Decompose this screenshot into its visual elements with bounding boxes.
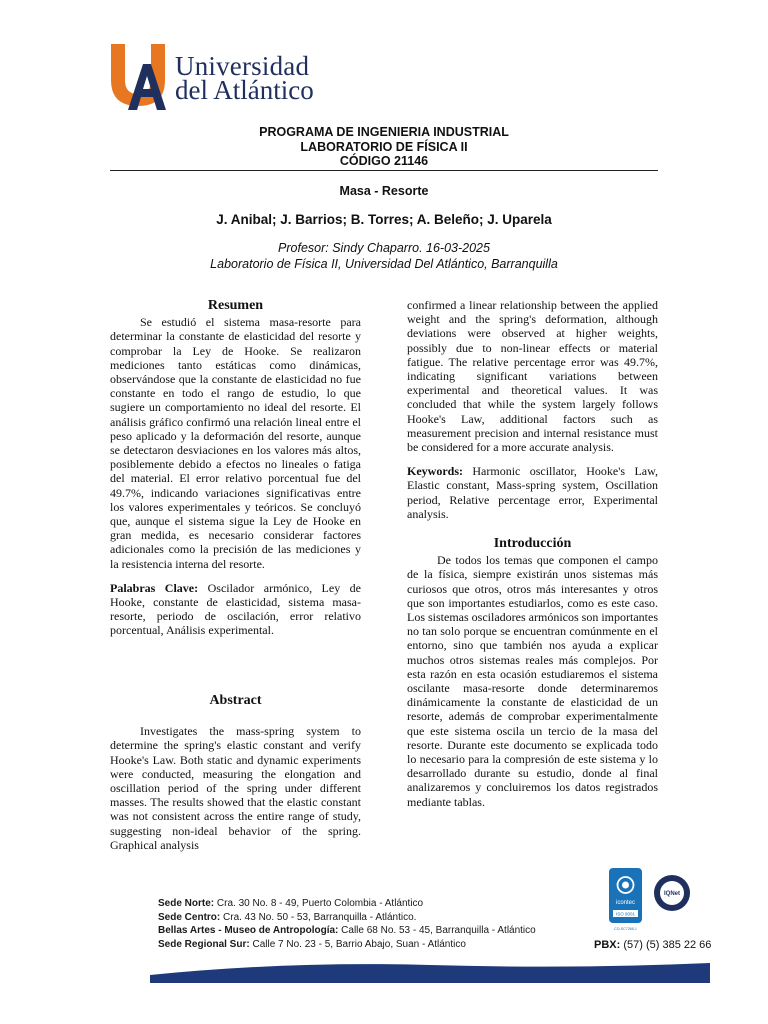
- sede-centro: [158, 911, 536, 925]
- cert-code: CO-SC7268-1: [614, 927, 637, 931]
- university-name: [175, 53, 314, 104]
- keywords-label: Keywords:: [407, 464, 463, 479]
- introduccion-body: De todos los temas que componen el campo de la física, siempre existirán unos sistemas más curiosos que otros, otros más interesantes y otros que son importantes estudiarlos, como es este caso. Los sistemas osciladores armónicos son importantes no tan solo porque se encuentran comúnmente en el entorno, sino que también nos ayuda a explicar muchos otros sistemas reales más complejos. Por esta razón en esta ocasión estudiaremos el sistema oscilante masa-resorte donde determinaremos dinámicamente la constante de elasticidad de un resorte, además de comprobar experimentalmente que este sistema oscila un tercio de la masa del resorte. Durante este documento se explicada todo lo necesario para la compresión de este sistema y lo desarrollado durante su estudio, donde al final analizaremos y concluiremos los datos registrados mediante tablas.: [407, 553, 658, 809]
- iqnet-certification-icon: [653, 874, 691, 912]
- paper-affiliation-block: [110, 240, 658, 272]
- paper-authors: J. Anibal; J. Barrios; B. Torres; A. Beleño; J. Uparela: [216, 212, 552, 227]
- footer-addresses: [158, 897, 536, 951]
- program-name: PROGRAMA DE INGENIERIA INDUSTRIAL: [259, 125, 509, 139]
- resumen-body: Se estudió el sistema masa-resorte para determinar la constante de elasticidad del resorte y comprobar la Ley de Hooke. Se realizaron mediciones tanto estáticas como dinámicas, observándose que la constante de elasticidad no fue constante en todo el rango de estudio, lo que sugiere un comportamiento no ideal del resorte. El análisis gráfico confirmó una relación lineal entre el peso aplicado y la deformación del resorte, aunque se detectaron desviaciones en los valores más altos, posiblemente debido a efectos no lineales o fatiga del material. El error relativo porcentual fue del 49.7%, indicando variaciones significativas entre los valores experimentales y teóricos. Se concluyó que, aunque el sistema sigue la Ley de Hooke en gran medida, es necesario considerar factores adicionales como la precisión de las mediciones y la resistencia interna del resorte.: [110, 315, 361, 571]
- abstract-continued: [407, 298, 658, 521]
- sede-label: Sede Regional Sur:: [158, 938, 250, 950]
- pbx-number: (57) (5) 385 22 66: [620, 939, 712, 951]
- sede-label: Sede Norte:: [158, 898, 215, 909]
- icontec-certification-icon: [609, 868, 642, 933]
- course-header: [110, 125, 658, 169]
- sede-address: Calle 68 No. 53 - 45, Barranquilla - Atlántico: [338, 925, 536, 936]
- lab-name: LABORATORIO DE FÍSICA II: [300, 139, 468, 154]
- sede-regional-sur: [158, 938, 536, 952]
- sede-bellas-artes: [158, 924, 536, 938]
- abstract-section: [110, 694, 361, 852]
- iso-label: ISO 9001: [615, 911, 636, 917]
- resumen-section: [110, 299, 361, 638]
- abstract-body-part2: confirmed a linear relationship between the applied weight and the spring's deformation, although deviations were observed at higher weights, possibly due to non-linear effects or material fatigue. The relative percentage error was 49.7%, indicating significant variations between experimental and theoretical values. It was concluded that while the system largely follows Hooke's Law, additional factors such as measurement precision and internal resistance must be considered for a more accurate analysis.: [407, 298, 658, 455]
- university-name-line2: del Atlántico: [175, 75, 314, 105]
- sede-address: Cra. 30 No. 8 - 49, Puerto Colombia - Atlántico: [214, 898, 424, 909]
- icontec-label: icontec: [615, 900, 636, 906]
- iqnet-label: IQNet: [663, 891, 681, 897]
- pbx-label: PBX:: [594, 939, 621, 951]
- introduccion-section: [407, 537, 658, 809]
- keywords-text: Harmonic oscillator, Hooke's Law, Elastic constant, Mass-spring system, Oscillation period, Relative percentage error, Experimental analysis.: [407, 464, 658, 521]
- pbx-phone: [594, 939, 711, 951]
- introduccion-heading: Introducción: [493, 536, 572, 551]
- palabras-clave: [110, 581, 361, 638]
- header-divider: [110, 170, 658, 171]
- professor-line: Profesor: Sindy Chaparro. 16-03-2025: [278, 241, 490, 255]
- abstract-body-part1: Investigates the mass-spring system to determine the spring's elastic constant and verify Hooke's Law. Both static and dynamic experiments were conducted, measuring the elongation and oscillation period of the spring under different masses. The results showed that the elastic constant was not consistent across the entire range of study, suggesting non-ideal behavior of the spring. Graphical analysis: [110, 724, 361, 852]
- paper-title: Masa - Resorte: [339, 184, 429, 198]
- affiliation-line: Laboratorio de Física II, Universidad Del Atlántico, Barranquilla: [210, 257, 558, 271]
- sede-address: Calle 7 No. 23 - 5, Barrio Abajo, Suan - Atlántico: [249, 938, 466, 950]
- resumen-heading: Resumen: [207, 298, 264, 313]
- keywords: [407, 464, 658, 521]
- abstract-heading: Abstract: [209, 693, 262, 708]
- footer-wave-decoration: [150, 957, 710, 983]
- sede-address: Cra. 43 No. 50 - 53, Barranquilla - Atlántico.: [220, 911, 417, 923]
- sede-label: Bellas Artes - Museo de Antropología:: [158, 925, 339, 936]
- palabras-clave-text: Oscilador armónico, Ley de Hooke, constante de elasticidad, sistema masa-resorte, periodo de oscilación, error relativo porcentual, Análisis experimental.: [110, 580, 362, 638]
- course-code: CÓDIGO 21146: [339, 154, 429, 168]
- sede-norte: [158, 897, 536, 911]
- university-name-line1: Universidad: [175, 51, 310, 81]
- palabras-clave-label: Palabras Clave:: [110, 580, 199, 595]
- sede-label: Sede Centro:: [158, 911, 221, 923]
